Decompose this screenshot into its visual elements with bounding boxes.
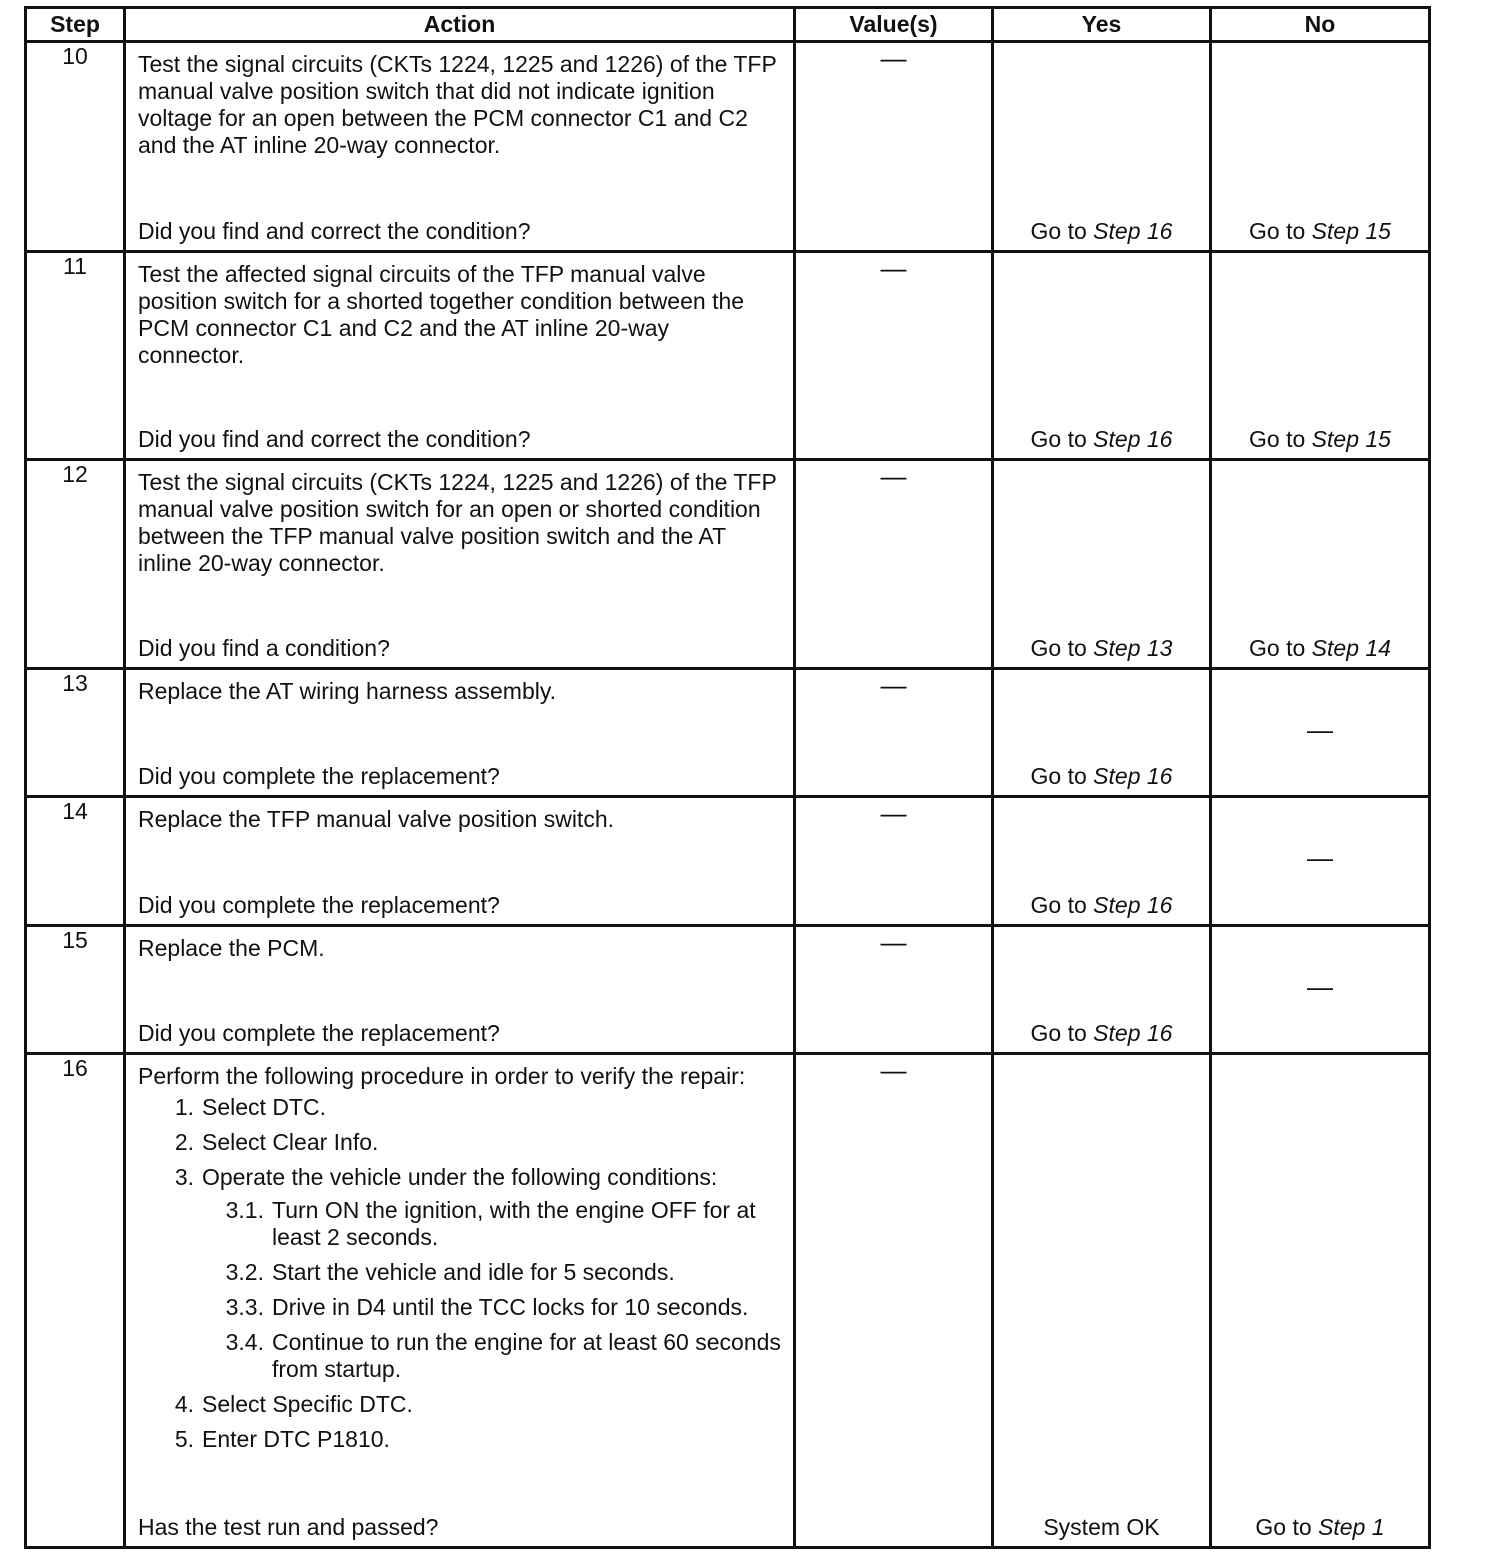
list-item: 1. Select DTC.: [174, 1094, 326, 1120]
no-cell: [1211, 669, 1430, 797]
yes-step-ref: Step 16: [1093, 763, 1173, 789]
action-question: Did you complete the replacement?: [138, 1020, 500, 1046]
sub-list-item: 3.1. Turn ON the ignition, with the engine OFF for at least 2 seconds.: [225, 1197, 756, 1250]
no-step-ref: Step 15: [1311, 426, 1391, 452]
no-step-ref: Step 1: [1318, 1514, 1385, 1540]
procedure-intro: Perform the following procedure in order to verify the repair:: [138, 1063, 746, 1089]
header-step: Step: [26, 8, 125, 42]
step-number: 13: [26, 669, 125, 797]
action-instruction: Replace the PCM.: [138, 935, 325, 961]
table-row: [26, 42, 1430, 252]
yes-cell: [993, 669, 1211, 797]
yes-goto: Go to Step 13: [1030, 635, 1173, 661]
action-cell: [125, 1054, 795, 1548]
yes-step-ref: Step 16: [1093, 1020, 1173, 1046]
step-number: 12: [26, 460, 125, 669]
action-cell: [125, 926, 795, 1054]
list-item: 2. Select Clear Info.: [174, 1129, 379, 1155]
table-row: [26, 669, 1430, 797]
step-number: 14: [26, 797, 125, 926]
action-instruction: Replace the TFP manual valve position switch.: [138, 806, 615, 832]
no-cell: [1211, 460, 1430, 669]
procedure-list: [138, 1094, 781, 1453]
action-instruction: Replace the AT wiring harness assembly.: [138, 678, 557, 704]
value-cell: —: [795, 252, 993, 460]
action-instruction: Test the signal circuits (CKTs 1224, 1225 and 1226) of the TFP manual valve position switch for an open or shorted condition between the TFP manual valve position switch and the AT inline 20-way connector.: [138, 469, 777, 576]
sub-list-item: 3.2. Start the vehicle and idle for 5 seconds.: [225, 1259, 675, 1285]
no-step-ref: Step 15: [1311, 218, 1391, 244]
action-cell: [125, 42, 795, 252]
yes-step-ref: Step 16: [1093, 218, 1173, 244]
yes-goto: Go to Step 16: [1030, 218, 1173, 244]
sub-list-item: 3.3. Drive in D4 until the TCC locks for 10 seconds.: [225, 1294, 749, 1320]
header-no: No: [1211, 8, 1430, 42]
yes-goto: Go to Step 16: [1030, 1020, 1173, 1046]
list-item: 5. Enter DTC P1810.: [174, 1426, 390, 1452]
action-question: Did you complete the replacement?: [138, 763, 500, 789]
yes-goto: Go to Step 16: [1030, 892, 1173, 918]
header-values: Value(s): [795, 8, 993, 42]
no-cell: [1211, 42, 1430, 252]
step-number: 16: [26, 1054, 125, 1548]
no-dash: —: [1307, 842, 1333, 873]
action-cell: [125, 669, 795, 797]
value-cell: —: [795, 460, 993, 669]
sub-list-item: 3.4. Continue to run the engine for at least 60 seconds from startup.: [225, 1329, 781, 1382]
table-row: [26, 252, 1430, 460]
action-question: Did you find a condition?: [138, 635, 390, 661]
step-number: 10: [26, 42, 125, 252]
action-question: Has the test run and passed?: [138, 1514, 439, 1540]
no-goto: Go to Step 14: [1249, 635, 1391, 661]
header-row: [26, 8, 1430, 42]
value-cell: —: [795, 926, 993, 1054]
yes-goto: Go to Step 16: [1030, 763, 1173, 789]
yes-cell: [993, 1054, 1211, 1548]
step-number: 11: [26, 252, 125, 460]
table-row: [26, 460, 1430, 669]
value-cell: —: [795, 797, 993, 926]
value-cell: —: [795, 669, 993, 797]
action-question: Did you find and correct the condition?: [138, 218, 531, 244]
yes-result: System OK: [1043, 1514, 1160, 1540]
action-question: Did you find and correct the condition?: [138, 426, 531, 452]
yes-cell: [993, 42, 1211, 252]
no-cell: [1211, 926, 1430, 1054]
sub-procedure-list: [158, 1197, 781, 1383]
header-yes: Yes: [993, 8, 1211, 42]
list-item: 3. Operate the vehicle under the following conditions: 3.1. Turn ON the ignition, with the engine OFF for at least 2 seconds. 3.2. Start the vehicle and idle for 5 seconds. 3.3. Drive in D4 until the TCC locks for 10 seconds. 3.4. Continue to run the engine for at least 60 seconds from startup.: [158, 1164, 781, 1383]
diagnostic-table: [24, 6, 1431, 1549]
no-dash: —: [1307, 713, 1333, 744]
no-dash: —: [1307, 970, 1333, 1001]
action-question: Did you complete the replacement?: [138, 892, 500, 918]
yes-step-ref: Step 16: [1093, 892, 1173, 918]
list-item: 4. Select Specific DTC.: [174, 1391, 413, 1417]
no-goto: Go to Step 15: [1249, 218, 1391, 244]
yes-step-ref: Step 16: [1093, 426, 1173, 452]
table-row: [26, 1054, 1430, 1548]
action-instruction: Test the signal circuits (CKTs 1224, 1225 and 1226) of the TFP manual valve position switch that did not indicate ignition voltage for an open between the PCM connector C1 and C2 and the AT inline 20-way connector.: [138, 51, 777, 158]
yes-cell: [993, 926, 1211, 1054]
action-cell: [125, 460, 795, 669]
step-number: 15: [26, 926, 125, 1054]
no-cell: [1211, 797, 1430, 926]
table-row: [26, 797, 1430, 926]
yes-goto: Go to Step 16: [1030, 426, 1173, 452]
yes-cell: [993, 460, 1211, 669]
no-cell: [1211, 252, 1430, 460]
action-instruction: [126, 1055, 793, 1453]
action-cell: [125, 797, 795, 926]
no-goto: Go to Step 15: [1249, 426, 1391, 452]
value-cell: —: [795, 1054, 993, 1548]
yes-step-ref: Step 13: [1093, 635, 1173, 661]
value-cell: —: [795, 42, 993, 252]
no-step-ref: Step 14: [1311, 635, 1391, 661]
action-cell: [125, 252, 795, 460]
yes-cell: [993, 797, 1211, 926]
yes-cell: [993, 252, 1211, 460]
table-row: [26, 926, 1430, 1054]
header-action: Action: [125, 8, 795, 42]
no-cell: [1211, 1054, 1430, 1548]
no-goto: Go to Step 1: [1255, 1514, 1385, 1540]
action-instruction: Test the affected signal circuits of the TFP manual valve position switch for a shorted together condition between the PCM connector C1 and C2 and the AT inline 20-way connector.: [138, 261, 745, 368]
